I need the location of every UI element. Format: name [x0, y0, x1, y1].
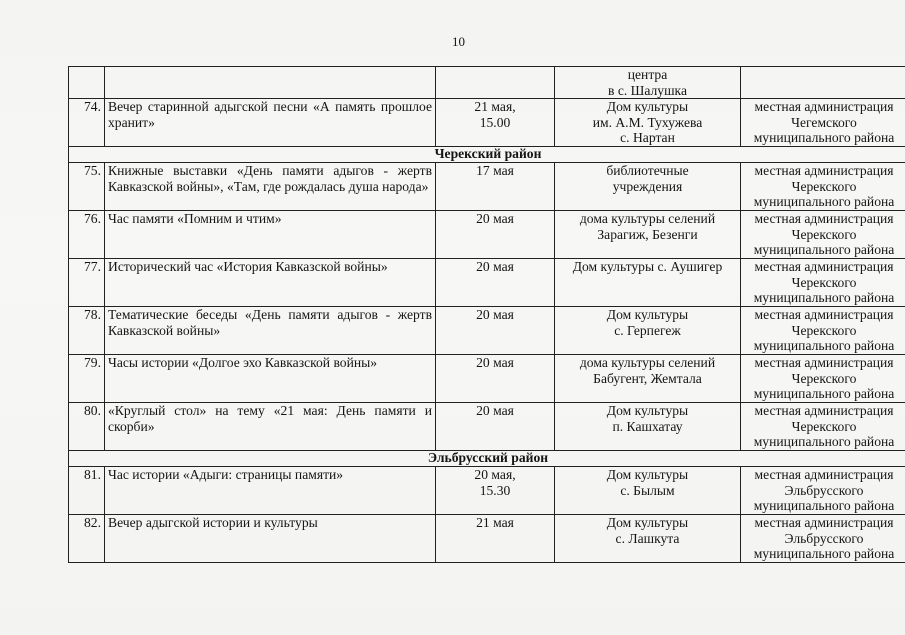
event-organizer: местная администрация Черекского муниципального района	[741, 163, 905, 211]
table-row-continuation	[69, 67, 905, 99]
table-row	[69, 259, 905, 307]
event-date	[436, 67, 555, 99]
row-number: 74.	[69, 99, 105, 147]
event-date: 17 мая	[436, 163, 555, 211]
table-row	[69, 211, 905, 259]
table-row	[69, 515, 905, 563]
event-date: 20 мая, 15.30	[436, 467, 555, 515]
event-place: Дом культуры с. Герпегеж	[555, 307, 741, 355]
event-place: библиотечные учреждения	[555, 163, 741, 211]
event-title: Час памяти «Помним и чтим»	[105, 211, 436, 259]
event-title: Час истории «Адыги: страницы памяти»	[105, 467, 436, 515]
table-row	[69, 99, 905, 147]
section-header-cherek	[69, 147, 905, 163]
event-place: Дом культуры с. Былым	[555, 467, 741, 515]
event-title: Тематические беседы «День памяти адыгов - жертв Кавказской войны»	[105, 307, 436, 355]
row-number: 78.	[69, 307, 105, 355]
page-number: 10	[452, 34, 465, 49]
row-number	[69, 67, 105, 99]
events-table	[68, 66, 905, 563]
event-organizer: местная администрация Черекского муниципального района	[741, 355, 905, 403]
row-number: 79.	[69, 355, 105, 403]
event-organizer: местная администрация Эльбрусского муниципального района	[741, 467, 905, 515]
event-organizer: местная администрация Черекского муниципального района	[741, 307, 905, 355]
event-date: 20 мая	[436, 403, 555, 451]
table-row	[69, 403, 905, 451]
event-date: 20 мая	[436, 307, 555, 355]
section-title: Черекский район	[69, 147, 905, 163]
event-place: Дом культуры п. Кашхатау	[555, 403, 741, 451]
event-title	[105, 67, 436, 99]
event-date: 21 мая, 15.00	[436, 99, 555, 147]
event-organizer: местная администрация Черекского муниципального района	[741, 403, 905, 451]
event-date: 20 мая	[436, 355, 555, 403]
section-header-elbrus	[69, 451, 905, 467]
event-title: Вечер старинной адыгской песни «А память прошлое хранит»	[105, 99, 436, 147]
event-date: 20 мая	[436, 259, 555, 307]
event-organizer: местная администрация Эльбрусского муниципального района	[741, 515, 905, 563]
event-date: 21 мая	[436, 515, 555, 563]
table-row	[69, 163, 905, 211]
row-number: 75.	[69, 163, 105, 211]
row-number: 81.	[69, 467, 105, 515]
event-place: Дом культуры с. Аушигер	[555, 259, 741, 307]
section-title: Эльбрусский район	[69, 451, 905, 467]
row-number: 82.	[69, 515, 105, 563]
event-place: Дом культуры с. Лашкута	[555, 515, 741, 563]
row-number: 77.	[69, 259, 105, 307]
row-number: 76.	[69, 211, 105, 259]
event-place: дома культуры селений Бабугент, Жемтала	[555, 355, 741, 403]
event-title: Книжные выставки «День памяти адыгов - жертв Кавказской войны», «Там, где рождалась душа народа»	[105, 163, 436, 211]
event-place: центра в с. Шалушка	[555, 67, 741, 99]
event-title: Исторический час «История Кавказской войны»	[105, 259, 436, 307]
table-row	[69, 355, 905, 403]
event-place: Дом культуры им. А.М. Тухужева с. Нартан	[555, 99, 741, 147]
row-number: 80.	[69, 403, 105, 451]
event-title: Часы истории «Долгое эхо Кавказской войны»	[105, 355, 436, 403]
table-row	[69, 307, 905, 355]
event-date: 20 мая	[436, 211, 555, 259]
table-row	[69, 467, 905, 515]
event-title: «Круглый стол» на тему «21 мая: День памяти и скорби»	[105, 403, 436, 451]
event-organizer	[741, 67, 905, 99]
event-organizer: местная администрация Черекского муниципального района	[741, 259, 905, 307]
event-title: Вечер адыгской истории и культуры	[105, 515, 436, 563]
event-organizer: местная администрация Чегемского муниципального района	[741, 99, 905, 147]
event-place: дома культуры селений Зарагиж, Безенги	[555, 211, 741, 259]
event-organizer: местная администрация Черекского муниципального района	[741, 211, 905, 259]
